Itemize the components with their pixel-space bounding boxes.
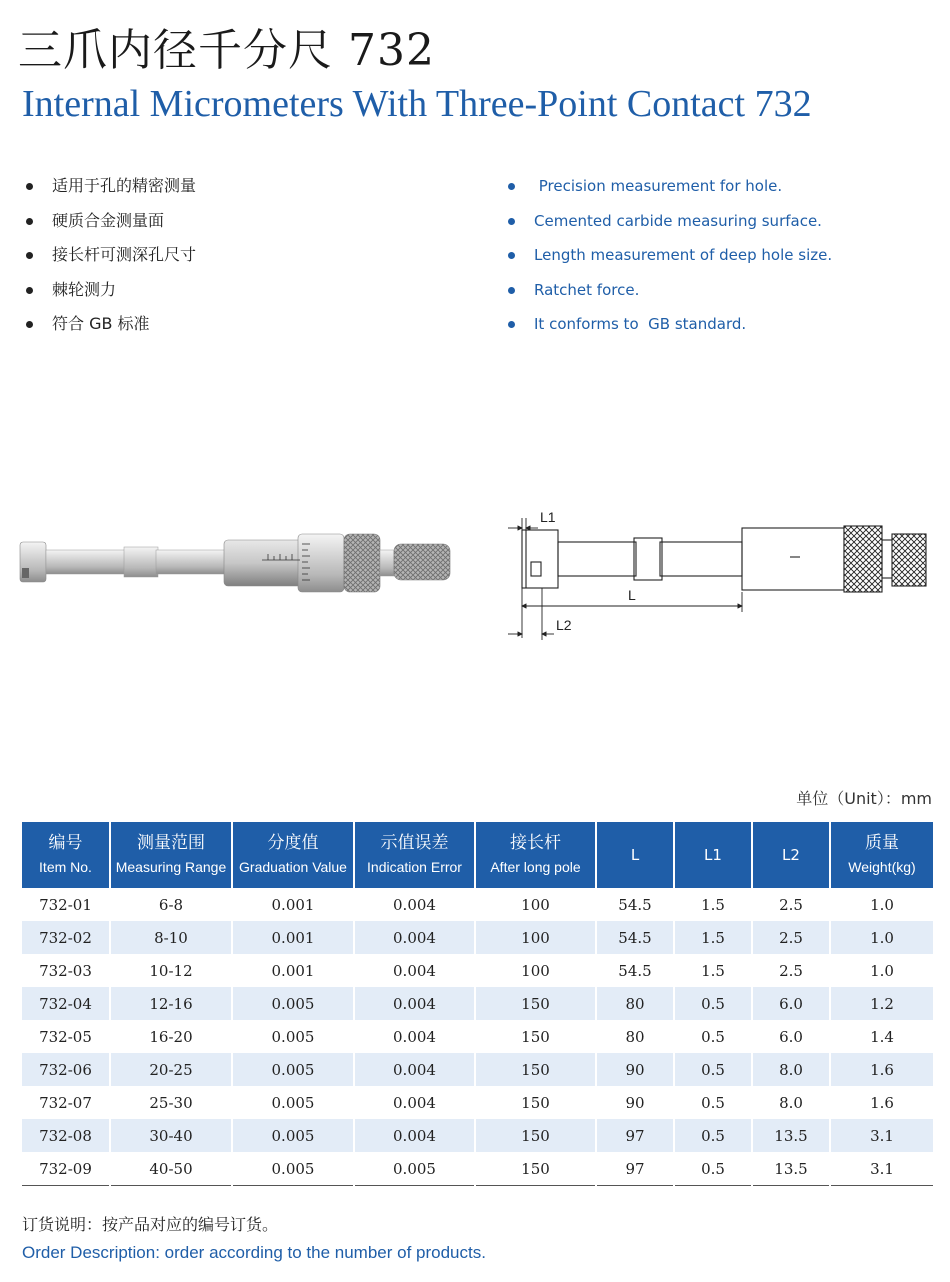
table-cell: 1.2 xyxy=(830,987,933,1020)
table-cell: 0.5 xyxy=(674,1086,752,1119)
table-cell: 732-01 xyxy=(22,888,110,921)
table-cell: 0.5 xyxy=(674,987,752,1020)
feature-item: 棘轮测力 xyxy=(22,276,196,311)
bullet-icon xyxy=(26,287,33,294)
table-cell: 0.004 xyxy=(354,1086,475,1119)
table-cell: 150 xyxy=(475,1152,596,1186)
table-cell: 0.5 xyxy=(674,1119,752,1152)
table-cell: 150 xyxy=(475,1053,596,1086)
table-cell: 0.004 xyxy=(354,1020,475,1053)
table-cell: 8.0 xyxy=(752,1086,830,1119)
table-cell: 0.5 xyxy=(674,1020,752,1053)
table-row xyxy=(22,1020,933,1053)
spec-table xyxy=(22,822,933,1186)
bullet-icon xyxy=(26,321,33,328)
bullet-icon xyxy=(26,183,33,190)
header-measuring-range: 测量范围 Measuring Range xyxy=(110,822,232,888)
table-cell: 0.5 xyxy=(674,1053,752,1086)
table-cell: 0.005 xyxy=(232,1119,354,1152)
table-cell: 12-16 xyxy=(110,987,232,1020)
table-cell: 100 xyxy=(475,921,596,954)
table-cell: 1.0 xyxy=(870,961,894,980)
table-cell: 0.004 xyxy=(354,888,475,921)
table-cell: 1.6 xyxy=(830,1053,933,1086)
table-cell: 150 xyxy=(475,1086,596,1119)
header-l1: L1 xyxy=(674,822,752,888)
table-cell: 0.004 xyxy=(354,1053,475,1086)
table-cell: 732-02 xyxy=(22,921,110,954)
table-cell: 8-10 xyxy=(110,921,232,954)
table-row xyxy=(22,1053,933,1086)
table-cell: 0.001 xyxy=(232,921,354,954)
header-indication-error: 示值误差 Indication Error xyxy=(354,822,475,888)
table-cell: 97 xyxy=(596,1152,674,1186)
bullet-icon xyxy=(508,218,515,225)
bullet-icon xyxy=(508,287,515,294)
feature-item: Ratchet force. xyxy=(504,276,832,311)
table-cell: 1.5 xyxy=(674,888,752,921)
table-cell: 54.5 xyxy=(596,921,674,954)
table-cell: 732-03 xyxy=(22,954,110,987)
feature-item: Cemented carbide measuring surface. xyxy=(504,207,832,242)
label-l2: L2 xyxy=(556,617,572,633)
table-cell: 30-40 xyxy=(110,1119,232,1152)
table-cell: 1.5 xyxy=(674,921,752,954)
table-cell: 732-06 xyxy=(22,1053,110,1086)
table-cell: 6.0 xyxy=(752,1020,830,1053)
table-cell: 0.004 xyxy=(354,1119,475,1152)
header-long-pole: 接长杆 After long pole xyxy=(475,822,596,888)
table-cell: 150 xyxy=(475,1119,596,1152)
table-cell: 10-12 xyxy=(110,954,232,987)
feature-item: Length measurement of deep hole size. xyxy=(504,241,832,276)
bullet-icon xyxy=(508,321,515,328)
table-cell: 0.004 xyxy=(354,987,475,1020)
table-cell: 3.1 xyxy=(830,1152,933,1186)
table-cell: 54.5 xyxy=(596,888,674,921)
table-cell: 80 xyxy=(596,1020,674,1053)
table-cell: 0.001 xyxy=(232,888,354,921)
page-title-en: Internal Micrometers With Three-Point Contact 732 xyxy=(22,83,812,125)
feature-list-en xyxy=(504,172,832,345)
table-cell: 8.0 xyxy=(752,1053,830,1086)
table-cell: 0.005 xyxy=(354,1152,475,1186)
table-cell: 732-04 xyxy=(22,987,110,1020)
header-graduation-value: 分度值 Graduation Value xyxy=(232,822,354,888)
table-cell: 54.5 xyxy=(596,954,674,987)
feature-list-cn xyxy=(22,172,196,345)
table-cell: 732-08 xyxy=(22,1119,110,1152)
table-cell: 0.004 xyxy=(354,954,475,987)
unit-label: 单位（Unit）：mm xyxy=(796,789,932,808)
table-cell: 40-50 xyxy=(110,1152,232,1186)
table-cell: 6-8 xyxy=(110,888,232,921)
table-row xyxy=(22,921,933,954)
micrometer-photo xyxy=(18,520,458,620)
feature-item: Precision measurement for hole. xyxy=(504,172,832,207)
bullet-icon xyxy=(26,252,33,259)
table-cell: 0.005 xyxy=(232,1152,354,1186)
table-cell: 2.5 xyxy=(752,888,830,921)
bullet-icon xyxy=(26,218,33,225)
table-cell: 0.5 xyxy=(674,1152,752,1186)
table-cell: 1.4 xyxy=(870,1027,894,1046)
header-item-no: 编号 Item No. xyxy=(22,822,110,888)
table-cell: 0.005 xyxy=(232,1053,354,1086)
table-cell: 150 xyxy=(475,987,596,1020)
order-description-cn: 订货说明：按产品对应的编号订货。 xyxy=(22,1215,279,1234)
page-title-cn: 三爪内径千分尺 732 xyxy=(18,25,435,76)
table-cell: 6.0 xyxy=(752,987,830,1020)
table-cell: 3.1 xyxy=(830,1119,933,1152)
header-weight: 质量 Weight(kg) xyxy=(830,822,933,888)
table-cell: 732-05 xyxy=(22,1020,110,1053)
table-cell: 0.005 xyxy=(232,987,354,1020)
feature-item: 硬质合金测量面 xyxy=(22,207,196,242)
table-row xyxy=(22,987,933,1020)
table-header-row xyxy=(22,822,933,888)
table-cell: 150 xyxy=(475,1020,596,1053)
table-cell: 20-25 xyxy=(110,1053,232,1086)
table-cell: 2.5 xyxy=(752,954,830,987)
table-row xyxy=(22,1086,933,1119)
table-row xyxy=(22,1119,933,1152)
table-cell: 732-07 xyxy=(22,1086,110,1119)
table-cell: 13.5 xyxy=(752,1152,830,1186)
label-l: L xyxy=(628,587,636,603)
table-cell: 13.5 xyxy=(752,1119,830,1152)
table-cell: 90 xyxy=(596,1086,674,1119)
table-cell: 1.5 xyxy=(674,954,752,987)
table-row xyxy=(22,954,933,987)
table-cell: 0.001 xyxy=(232,954,354,987)
order-description-en: Order Description: order according to the number of products. xyxy=(22,1243,486,1262)
table-cell: 732-09 xyxy=(22,1152,110,1186)
table-cell: 97 xyxy=(596,1119,674,1152)
table-cell: 80 xyxy=(596,987,674,1020)
table-cell: 25-30 xyxy=(110,1086,232,1119)
table-cell: 0.004 xyxy=(354,921,475,954)
feature-item: 适用于孔的精密测量 xyxy=(22,172,196,207)
table-cell: 1.6 xyxy=(870,1093,894,1112)
header-l2: L2 xyxy=(752,822,830,888)
bullet-icon xyxy=(508,183,515,190)
table-cell: 0.005 xyxy=(232,1086,354,1119)
table-cell: 1.0 xyxy=(870,895,894,914)
table-cell: 2.5 xyxy=(752,921,830,954)
table-row xyxy=(22,1152,933,1186)
feature-item: 符合 GB 标准 xyxy=(22,310,196,345)
feature-item: It conforms to GB standard. xyxy=(504,310,832,345)
table-cell: 100 xyxy=(475,888,596,921)
bullet-icon xyxy=(508,252,515,259)
table-cell: 100 xyxy=(475,954,596,987)
header-l: L xyxy=(596,822,674,888)
label-l1: L1 xyxy=(540,509,556,525)
feature-item: 接长杆可测深孔尺寸 xyxy=(22,241,196,276)
table-cell: 90 xyxy=(596,1053,674,1086)
table-cell: 1.0 xyxy=(830,921,933,954)
table-cell: 16-20 xyxy=(110,1020,232,1053)
table-cell: 0.005 xyxy=(232,1020,354,1053)
dimension-drawing xyxy=(500,500,930,650)
table-row xyxy=(22,888,933,921)
